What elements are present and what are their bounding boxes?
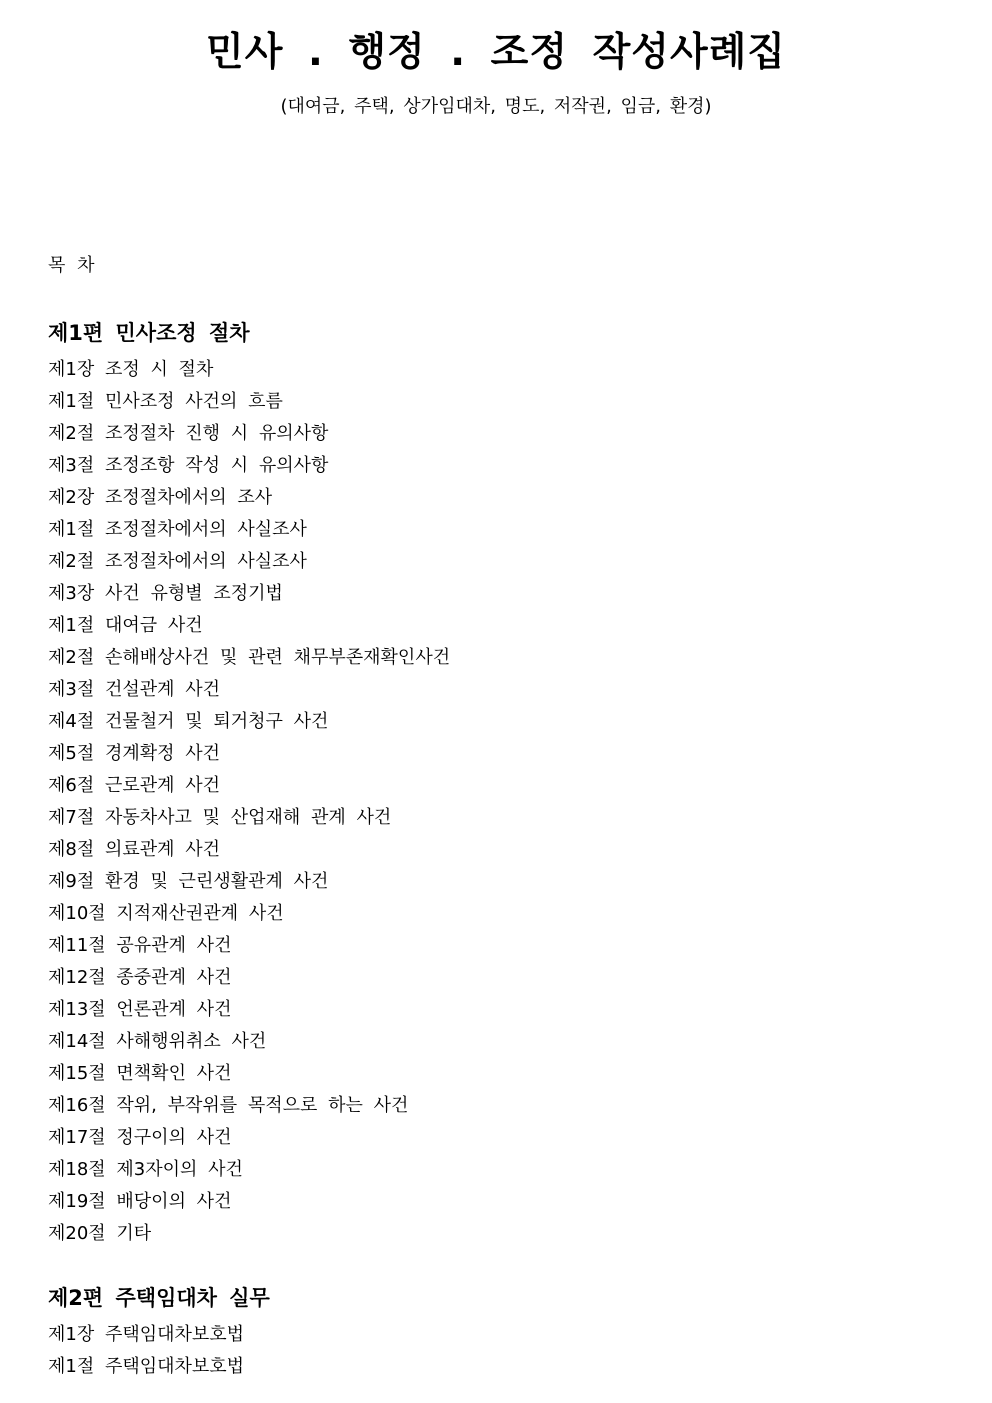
- toc-entry: 제6절 근로관계 사건: [48, 775, 220, 796]
- toc-entry: 제18절 제3자이의 사건: [48, 1159, 243, 1180]
- toc-entry: 제16절 작위, 부작위를 목적으로 하는 사건: [48, 1095, 409, 1116]
- part-title: 제2편 주택임대차 실무: [48, 1286, 270, 1310]
- toc-entry: 제1절 조정절차에서의 사실조사: [48, 519, 307, 540]
- toc-entry: 제3장 사건 유형별 조정기법: [48, 583, 283, 604]
- toc-entry: 제1절 대여금 사건: [48, 615, 203, 636]
- toc-entry: 제8절 의료관계 사건: [48, 839, 220, 860]
- toc-entry: 제1절 주택임대차보호법: [48, 1356, 245, 1377]
- toc-entry: 제12절 종중관계 사건: [48, 967, 232, 988]
- toc-entry: 제17절 정구이의 사건: [48, 1127, 232, 1148]
- toc-entry: 제5절 경계확정 사건: [48, 743, 220, 764]
- toc-heading: 목 차: [48, 255, 95, 276]
- document-title: 민사 . 행정 . 조정 작성사례집: [206, 30, 786, 75]
- toc-entry: 제11절 공유관계 사건: [48, 935, 232, 956]
- toc-entry: 제2장 조정절차에서의 조사: [48, 487, 273, 508]
- toc-entry: 제14절 사해행위취소 사건: [48, 1031, 267, 1052]
- document-subtitle: (대여금, 주택, 상가임대차, 명도, 저작권, 임금, 환경): [280, 96, 712, 117]
- toc-entry: 제13절 언론관계 사건: [48, 999, 232, 1020]
- toc-entry: 제3절 건설관계 사건: [48, 679, 220, 700]
- toc-entry: 제1장 조정 시 절차: [48, 359, 214, 380]
- toc-entry: 제3절 조정조항 작성 시 유의사항: [48, 455, 329, 476]
- toc-entry-list: [48, 1319, 948, 1383]
- toc-entry: 제7절 자동차사고 및 산업재해 관계 사건: [48, 807, 392, 828]
- toc-entry: 제9절 환경 및 근린생활관계 사건: [48, 871, 329, 892]
- toc-part-2: [48, 1283, 948, 1383]
- part-title: 제1편 민사조정 절차: [48, 321, 250, 345]
- toc-part-1: [48, 318, 948, 1250]
- toc-entry: 제1장 주택임대차보호법: [48, 1324, 245, 1345]
- toc-entry: 제1절 민사조정 사건의 흐름: [48, 391, 283, 412]
- toc-entry: 제19절 배당이의 사건: [48, 1191, 232, 1212]
- toc-entry: 제2절 손해배상사건 및 관련 채무부존재확인사건: [48, 647, 451, 668]
- toc-entry: 제15절 면책확인 사건: [48, 1063, 232, 1084]
- toc-entry-list: [48, 354, 948, 1250]
- toc-entry: 제2절 조정절차에서의 사실조사: [48, 551, 307, 572]
- toc-entry: 제4절 건물철거 및 퇴거청구 사건: [48, 711, 329, 732]
- toc-entry: 제20절 기타: [48, 1223, 152, 1244]
- toc-entry: 제2절 조정절차 진행 시 유의사항: [48, 423, 329, 444]
- toc-entry: 제10절 지적재산권관계 사건: [48, 903, 284, 924]
